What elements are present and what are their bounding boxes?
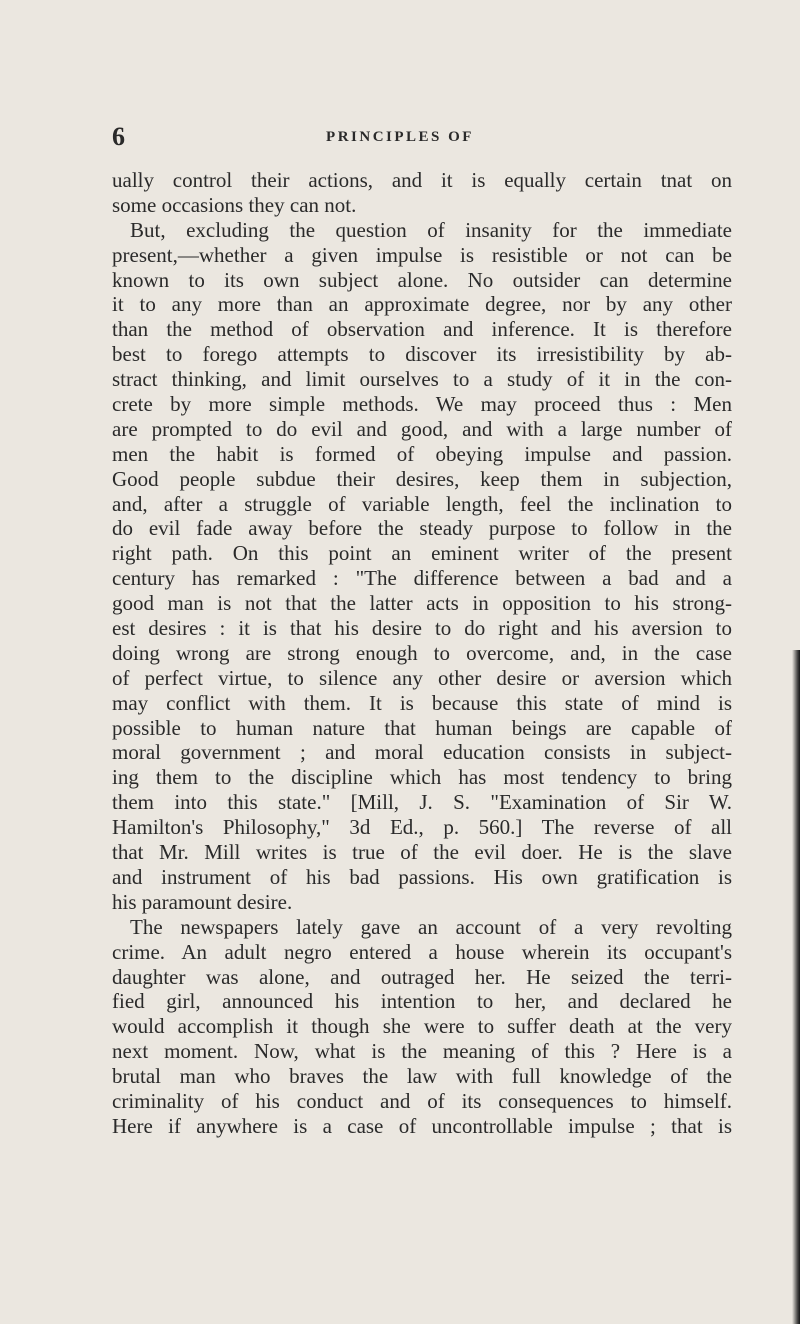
text-line: possible to human nature that human beings are capable of — [112, 715, 732, 740]
text-line: men the habit is formed of obeying impulse and passion. — [112, 441, 732, 466]
text-line: present,—whether a given impulse is resistible or not can be — [112, 242, 732, 267]
text-line: best to forego attempts to discover its irresistibility by ab- — [112, 342, 732, 367]
text-line: est desires : it is that his desire to do right and his aversion to — [112, 616, 732, 641]
text-line: The newspapers lately gave an account of a very revolting — [130, 914, 732, 939]
text-line: and instrument of his bad passions. His own gratification is — [112, 864, 732, 889]
text-line: But, excluding the question of insanity for the immediate — [130, 217, 732, 242]
text-line: ually control their actions, and it is equally certain tnat on — [112, 168, 732, 192]
text-line: of perfect virtue, to silence any other desire or aversion which — [112, 665, 732, 690]
text-line: ing them to the discipline which has most tendency to bring — [112, 765, 732, 790]
text-line: that Mr. Mill writes is true of the evil doer. He is the slave — [112, 840, 732, 865]
text-line: stract thinking, and limit ourselves to a study of it in the con- — [112, 367, 732, 392]
body-text — [112, 168, 732, 1139]
text-line: good man is not that the latter acts in opposition to his strong- — [112, 591, 732, 616]
text-line: daughter was alone, and outraged her. He seized the terri- — [112, 964, 732, 989]
text-line: Here if anywhere is a case of uncontrollable impulse ; that is — [112, 1113, 732, 1138]
page-number: 6 — [112, 122, 125, 151]
page-edge-shadow — [792, 650, 800, 1324]
text-line: known to its own subject alone. No outsider can determine — [112, 267, 732, 292]
text-line: right path. On this point an eminent writer of the present — [112, 541, 732, 566]
text-line: criminality of his conduct and of its consequences to himself. — [112, 1088, 732, 1113]
text-line: next moment. Now, what is the meaning of this ? Here is a — [112, 1039, 732, 1064]
text-line: and, after a struggle of variable length, feel the inclination to — [112, 491, 732, 516]
text-line: fied girl, announced his intention to her, and declared he — [112, 989, 732, 1014]
text-line: brutal man who braves the law with full knowledge of the — [112, 1064, 732, 1089]
text-line: century has remarked : "The difference between a bad and a — [112, 566, 732, 591]
text-line: them into this state." [Mill, J. S. "Examination of Sir W. — [112, 790, 732, 815]
text-line: Hamilton's Philosophy," 3d Ed., p. 560.] The reverse of all — [112, 815, 732, 840]
text-line: crime. An adult negro entered a house wherein its occupant's — [112, 939, 732, 964]
running-head: PRINCIPLES OF — [326, 129, 474, 145]
text-line: than the method of observation and inference. It is therefore — [112, 317, 732, 342]
text-line: do evil fade away before the steady purpose to follow in the — [112, 516, 732, 541]
text-line: his paramount desire. — [112, 889, 293, 914]
text-line: moral government ; and moral education consists in subject- — [112, 740, 732, 765]
text-line: it to any more than an approximate degree, nor by any other — [112, 292, 732, 317]
text-line: doing wrong are strong enough to overcome, and, in the case — [112, 640, 732, 665]
text-line: some occasions they can not. — [112, 192, 357, 217]
text-line: may conflict with them. It is because this state of mind is — [112, 690, 732, 715]
text-line: Good people subdue their desires, keep them in subjection, — [112, 466, 732, 491]
text-line: crete by more simple methods. We may proceed thus : Men — [112, 392, 732, 417]
text-line: would accomplish it though she were to suffer death at the very — [112, 1014, 732, 1039]
text-line: are prompted to do evil and good, and with a large number of — [112, 416, 732, 441]
